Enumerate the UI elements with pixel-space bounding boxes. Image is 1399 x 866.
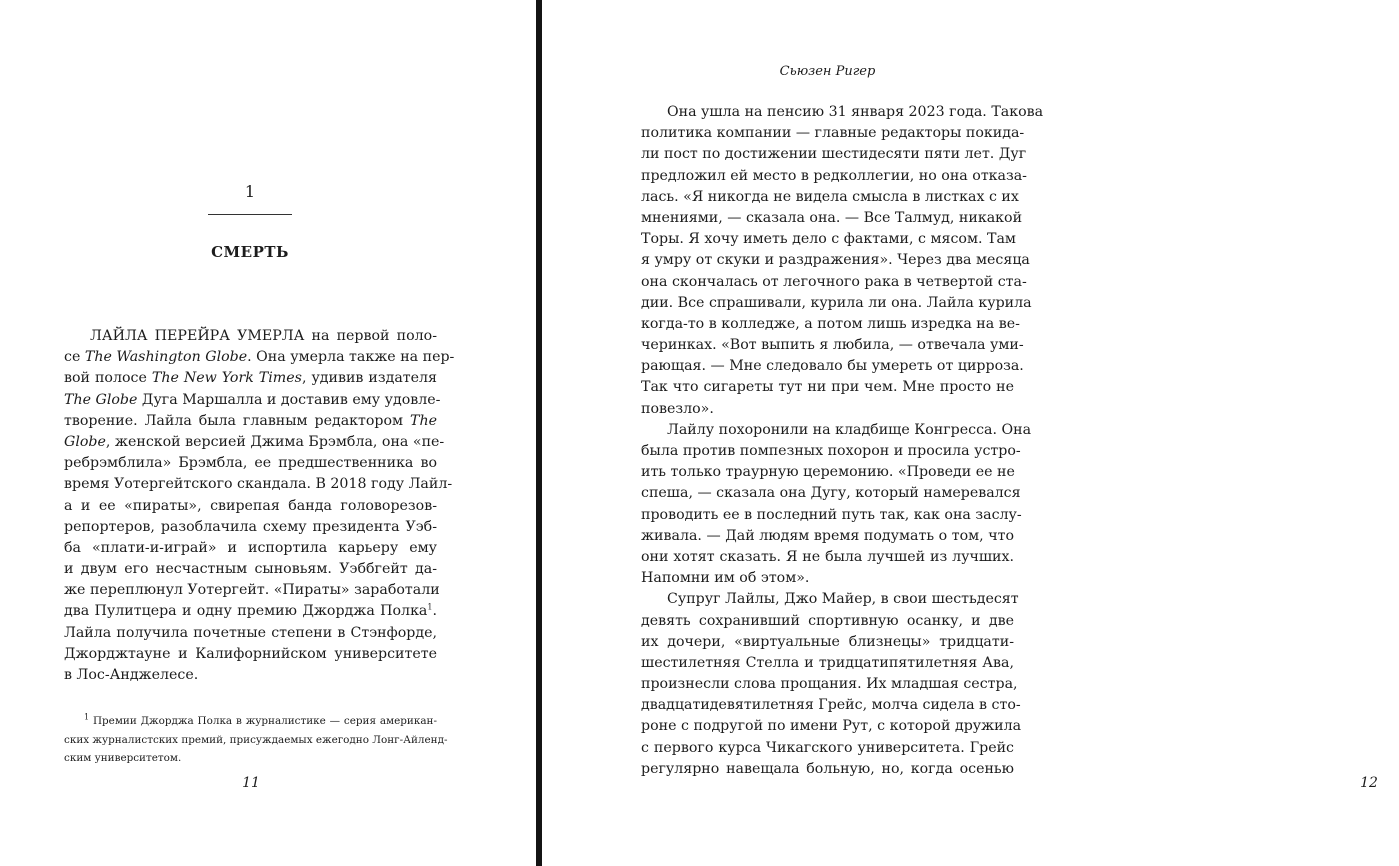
footnote-text: Премии Джорджа Полка в журналистике — серия американ-	[92, 715, 437, 727]
footnote	[64, 712, 448, 768]
footnote-line: ских журналистских премий, присуждаемых ежегодно Лонг-Айленд-	[64, 733, 448, 746]
text-line: черинках. «Вот выпить я любила, — отвечала уми-	[641, 337, 1024, 354]
text-line: Джорджтауне и Калифорнийском университете	[64, 645, 437, 662]
text-line: шестилетняя Стелла и тридцатипятилетняя Ава,	[641, 654, 1014, 671]
text-line: она скончалась от легочного рака в четвертой ста-	[641, 273, 1027, 290]
text-line: ить только траурную церемонию. «Проведи ее не	[641, 464, 1015, 481]
text-line: время Уотергейтского скандала. В 2018 году Лайл-	[64, 476, 453, 493]
text-line: Напомни им об этом».	[641, 570, 810, 587]
chapter-body-text	[64, 326, 455, 686]
text-line: два Пулитцера и одну премию Джорджа Полка$^1$.	[64, 602, 437, 620]
text-line: Лайлу похоронили на кладбище Конгресса. Она	[667, 421, 1032, 438]
text-line: была против помпезных похорон и просила устро-	[641, 443, 1021, 459]
text-line: живала. — Дай людям время подумать о том, что	[641, 527, 1014, 544]
text-line: девять сохранивший спортивную осанку, и две	[641, 612, 1014, 629]
text-line: мнениями, — сказала она. — Все Талмуд, никакой	[641, 209, 1023, 226]
text-line: их дочери, «виртуальные близнецы» тридцати-	[641, 633, 1014, 650]
text-line: ли пост по достижении шестидесяти пяти лет. Дуг	[641, 146, 1027, 163]
text-line: они хотят сказать. Я не была лучшей из лучших.	[641, 548, 1014, 565]
chapter-number: 1	[244, 182, 256, 201]
text-line: Торы. Я хочу иметь дело с фактами, с мясом. Там	[641, 231, 1016, 248]
text-line: произнесли слова прощания. Их младшая сестра,	[641, 676, 1018, 693]
footnote-line: ским университетом.	[64, 752, 182, 764]
text-line: Лайла получила почетные степени в Стэнфорде,	[64, 624, 437, 641]
text-line: предложил ей место в редколлегии, но она отказа-	[641, 167, 1027, 184]
continued-body-text	[641, 102, 1044, 780]
chapter-rule	[208, 214, 292, 215]
text-line: творение. Лайла была главным редактором The	[64, 412, 437, 429]
text-line: а и ее «пираты», свирепая банда головорезов-	[64, 497, 437, 514]
text-line: регулярно навещала больную, но, когда осенью	[641, 760, 1014, 777]
text-line: The Globe Дуга Маршалла и доставив ему удовле-	[64, 391, 441, 408]
text-line: вой полосе The New York Times, удивив издателя	[64, 370, 437, 387]
page-number: 12	[1360, 775, 1378, 791]
text-line: Она ушла на пенсию 31 января 2023 года. Такова	[667, 104, 1044, 120]
text-line: повезло».	[641, 400, 714, 417]
page-number: 11	[242, 775, 260, 791]
chapter-title: СМЕРТЬ	[211, 243, 289, 261]
running-head: Сьюзен Ригер	[779, 64, 876, 79]
text-line: политика компании — главные редакторы покида-	[641, 125, 1025, 142]
text-line: проводить ее в последний путь так, как она заслу-	[641, 506, 1022, 523]
text-line: ба «плати-и-играй» и испортила карьеру ему	[64, 539, 437, 556]
text-line: лась. «Я никогда не видела смысла в листках с их	[641, 188, 1019, 205]
text-line: репортеров, разоблачила схему президента Уэб-	[64, 518, 437, 535]
text-line: ЛАЙЛА ПЕРЕЙРА УМЕРЛА на первой поло-	[90, 328, 437, 344]
text-line: я умру от скуки и раздражения». Через два месяца	[641, 252, 1030, 269]
text-line: когда-то в колледже, а потом лишь изредка на ве-	[641, 315, 1020, 332]
text-line: ребрэмблила» Брэмбла, ее предшественника во	[64, 455, 437, 472]
text-line: и двум его несчастным сыновьям. Уэббгейт да-	[64, 561, 437, 578]
text-line: Супруг Лайлы, Джо Майер, в свои шестьдесят	[667, 591, 1019, 608]
text-line: спеша, — сказала она Дугу, который намеревался	[641, 485, 1021, 502]
text-line: же переплюнул Уотергейт. «Пираты» заработали	[64, 582, 440, 599]
text-line: в Лос-Анджелесе.	[64, 667, 199, 683]
text-line: се The Washington Globe. Она умерла также на пер-	[64, 349, 455, 366]
text-line: рающая. — Мне следовало бы умереть от цирроза.	[641, 358, 1024, 375]
text-line: дии. Все спрашивали, курила ли она. Лайла курила	[641, 294, 1032, 311]
footnote-marker: 1	[84, 712, 90, 722]
text-line: с первого курса Чикагского университета. Грейс	[641, 739, 1014, 756]
text-line: двадцатидевятилетняя Грейс, молча сидела в сто-	[641, 697, 1021, 714]
text-line: Так что сигареты тут ни при чем. Мне просто не	[641, 379, 1014, 396]
text-line: Globe, женской версией Джима Брэмбла, она «пе-	[64, 433, 445, 450]
footnote-line	[64, 712, 437, 731]
text-line: роне с подругой по имени Рут, с которой дружила	[641, 718, 1022, 735]
